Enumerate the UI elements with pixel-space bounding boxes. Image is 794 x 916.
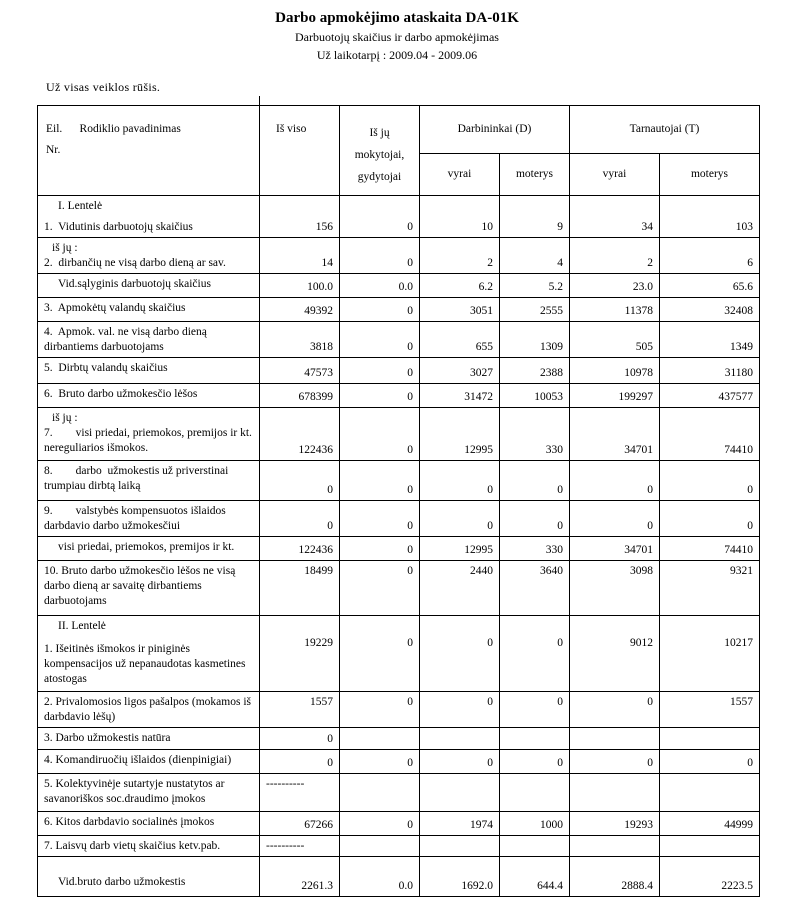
report-table	[37, 105, 760, 897]
table-row	[38, 238, 760, 274]
value-employees-men: 10978	[570, 358, 660, 384]
value-teachers: 0	[340, 692, 420, 728]
value-employees-women: 0	[660, 750, 760, 774]
indicator-cell	[38, 322, 260, 358]
value-employees-women: 1557	[660, 692, 760, 728]
value-teachers: 0	[340, 812, 420, 836]
value-teachers	[340, 728, 420, 750]
value-employees-men: 0	[570, 461, 660, 501]
value-employees-women: 9321	[660, 561, 760, 616]
value-workers-men: 1974	[420, 812, 500, 836]
indicator-name: 3. Apmokėtų valandų skaičius	[44, 302, 186, 314]
value-employees-men: 0	[570, 750, 660, 774]
value-employees-men: 2	[570, 238, 660, 274]
value-employees-men: 23.0	[570, 274, 660, 298]
value-employees-men: 199297	[570, 384, 660, 408]
indicator-cell	[38, 750, 260, 774]
value-employees-women: 0	[660, 461, 760, 501]
value-employees-men: 0	[570, 692, 660, 728]
value-workers-men: 12995	[420, 537, 500, 561]
report-period: Už laikotarpį : 2009.04 - 2009.06	[316, 48, 478, 62]
table-row	[38, 728, 760, 750]
value-workers-women: 4	[500, 238, 570, 274]
value-workers-women: 0	[500, 616, 570, 692]
value-workers-men: 2440	[420, 561, 500, 616]
value-workers-women: 644.4	[500, 857, 570, 897]
value-employees-women: 0	[660, 501, 760, 537]
value-teachers: 0	[340, 298, 420, 322]
indicator-name: Vid.sąlyginis darbuotojų skaičius	[58, 278, 211, 290]
table-row	[38, 358, 760, 384]
indicator-cell	[38, 408, 260, 461]
indicator-name: 1. Vidutinis darbuotojų skaičius	[44, 221, 193, 233]
eil-label: Eil.	[46, 123, 63, 135]
value-teachers: 0	[340, 616, 420, 692]
value-teachers: 0	[340, 750, 420, 774]
value-employees-men: 505	[570, 322, 660, 358]
value-teachers: 0	[340, 461, 420, 501]
indicator-name: visi priedai, priemokos, premijos ir kt.	[58, 541, 235, 553]
value-workers-men: 6.2	[420, 274, 500, 298]
value-employees-women: 74410	[660, 408, 760, 461]
value-teachers: 0	[340, 408, 420, 461]
indicator-name: 3. Darbo užmokestis natūra	[44, 732, 171, 744]
table-row	[38, 561, 760, 616]
value-workers-women: 9	[500, 196, 570, 238]
value-employees-men	[570, 728, 660, 750]
indicator-name: 6. Bruto darbo užmokesčio lėšos	[44, 388, 198, 400]
workers-men-header: vyrai	[420, 154, 500, 196]
value-teachers: 0.0	[340, 274, 420, 298]
value-teachers	[340, 774, 420, 812]
scope-label: Už visas veiklos rūšis.	[46, 80, 161, 94]
value-total: 49392	[260, 298, 340, 322]
value-total: 122436	[260, 408, 340, 461]
subgroup-label: iš jų :	[52, 242, 78, 254]
table-row	[38, 692, 760, 728]
value-total: 67266	[260, 812, 340, 836]
employees-men-header: vyrai	[570, 154, 660, 196]
value-employees-women: 10217	[660, 616, 760, 692]
indicator-cell	[38, 196, 260, 238]
indicator-cell	[38, 857, 260, 897]
value-employees-men: 19293	[570, 812, 660, 836]
value-workers-women: 3640	[500, 561, 570, 616]
indicator-name: 5. Dirbtų valandų skaičius	[44, 362, 168, 374]
value-employees-women	[660, 774, 760, 812]
table-row	[38, 408, 760, 461]
value-employees-women: 103	[660, 196, 760, 238]
value-employees-women: 74410	[660, 537, 760, 561]
value-teachers: 0	[340, 561, 420, 616]
value-total: 0	[260, 461, 340, 501]
value-workers-women: 330	[500, 537, 570, 561]
value-total: 1557	[260, 692, 340, 728]
value-total: 18499	[260, 561, 340, 616]
indicator-cell	[38, 616, 260, 692]
table-row	[38, 750, 760, 774]
indicator-name: 2. dirbančių ne visą darbo dieną ar sav.	[44, 257, 226, 269]
indicator-cell	[38, 298, 260, 322]
indicator-cell	[38, 812, 260, 836]
table-row	[38, 196, 760, 238]
indicator-name: 4. Komandiruočių išlaidos (dienpinigiai)	[44, 754, 232, 766]
value-employees-men: 34	[570, 196, 660, 238]
value-workers-men: 655	[420, 322, 500, 358]
value-workers-women: 0	[500, 750, 570, 774]
nr-label: Nr.	[46, 144, 61, 156]
indicator-cell	[38, 561, 260, 616]
indicator-cell	[38, 461, 260, 501]
value-total: 0	[260, 501, 340, 537]
table-row	[38, 616, 760, 692]
indicator-cell	[38, 274, 260, 298]
indicator-name: Vid.bruto darbo užmokestis	[58, 876, 186, 888]
value-total: 156	[260, 196, 340, 238]
value-workers-women: 1309	[500, 322, 570, 358]
value-total: 678399	[260, 384, 340, 408]
table-row	[38, 274, 760, 298]
indicator-name: 1. Išeitinės išmokos ir piniginės kompensacijos už nepanaudotas kasmetines atostogas	[44, 643, 249, 685]
indicator-name: 8. darbo užmokestis už priverstinai trumpiau dirbtą laiką	[44, 465, 232, 492]
indicator-cell	[38, 238, 260, 274]
table-row	[38, 384, 760, 408]
table-row	[38, 322, 760, 358]
value-workers-men: 2	[420, 238, 500, 274]
value-employees-women: 44999	[660, 812, 760, 836]
value-teachers: 0	[340, 358, 420, 384]
value-employees-men: 3098	[570, 561, 660, 616]
value-workers-men	[420, 728, 500, 750]
value-total: 47573	[260, 358, 340, 384]
value-total: 0	[260, 750, 340, 774]
value-employees-women: 1349	[660, 322, 760, 358]
value-teachers	[340, 836, 420, 857]
of-them-line3: gydytojai	[357, 171, 402, 183]
table-row	[38, 298, 760, 322]
value-workers-men: 0	[420, 616, 500, 692]
value-employees-men: 34701	[570, 537, 660, 561]
employees-women-header: moterys	[660, 154, 760, 196]
name-label: Rodiklio pavadinimas	[79, 123, 181, 135]
value-workers-men: 10	[420, 196, 500, 238]
value-workers-women: 2388	[500, 358, 570, 384]
value-employees-women: 2223.5	[660, 857, 760, 897]
table-row	[38, 537, 760, 561]
table-row	[38, 812, 760, 836]
value-total: 0	[260, 728, 340, 750]
indicator-name: 10. Bruto darbo užmokesčio lėšos ne visą darbo dieną ar savaitę dirbantiems darbuotojams	[44, 565, 239, 607]
value-total: ----------	[260, 774, 340, 812]
value-workers-men: 12995	[420, 408, 500, 461]
value-workers-women	[500, 836, 570, 857]
value-teachers: 0	[340, 537, 420, 561]
value-workers-women: 10053	[500, 384, 570, 408]
section-label: II. Lentelė	[58, 620, 106, 632]
value-employees-women: 31180	[660, 358, 760, 384]
report-subtitle: Darbuotojų skaičius ir darbo apmokėjimas	[295, 30, 499, 44]
indicator-name: 2. Privalomosios ligos pašalpos (mokamos iš darbdavio lėšų)	[44, 696, 254, 723]
value-workers-women: 330	[500, 408, 570, 461]
name-header	[38, 106, 260, 196]
value-teachers: 0.0	[340, 857, 420, 897]
section-label: I. Lentelė	[58, 200, 103, 212]
indicator-cell	[38, 358, 260, 384]
table-row	[38, 857, 760, 897]
value-employees-women: 437577	[660, 384, 760, 408]
value-workers-men	[420, 774, 500, 812]
value-workers-men: 0	[420, 501, 500, 537]
value-workers-women: 0	[500, 501, 570, 537]
table-row	[38, 461, 760, 501]
value-employees-men: 2888.4	[570, 857, 660, 897]
value-employees-men	[570, 836, 660, 857]
value-workers-men: 1692.0	[420, 857, 500, 897]
subgroup-label: iš jų :	[52, 412, 78, 424]
value-total: 100.0	[260, 274, 340, 298]
header-row-1	[38, 106, 760, 154]
value-workers-men: 0	[420, 750, 500, 774]
indicator-name: 9. valstybės kompensuotos išlaidos darbdavio darbo užmokesčiui	[44, 505, 229, 532]
table-row	[38, 836, 760, 857]
indicator-cell	[38, 728, 260, 750]
employees-header: Tarnautojai (T)	[570, 106, 760, 154]
value-employees-men: 0	[570, 501, 660, 537]
value-workers-women: 0	[500, 692, 570, 728]
value-employees-women	[660, 728, 760, 750]
indicator-name: 5. Kolektyvinėje sutartyje nustatytos ar savanoriškos soc.draudimo įmokos	[44, 778, 228, 805]
indicator-name: 4. Apmok. val. ne visą darbo dieną dirbantiems darbuotojams	[44, 326, 210, 353]
value-teachers: 0	[340, 196, 420, 238]
value-teachers: 0	[340, 322, 420, 358]
value-teachers: 0	[340, 501, 420, 537]
value-total: 19229	[260, 616, 340, 692]
workers-header: Darbininkai (D)	[420, 106, 570, 154]
value-total: 122436	[260, 537, 340, 561]
of-them-line2: mokytojai,	[354, 149, 405, 161]
indicator-cell	[38, 537, 260, 561]
value-employees-women: 65.6	[660, 274, 760, 298]
value-workers-men: 3051	[420, 298, 500, 322]
value-workers-men: 3027	[420, 358, 500, 384]
value-employees-men	[570, 774, 660, 812]
value-workers-women: 1000	[500, 812, 570, 836]
indicator-cell	[38, 384, 260, 408]
value-workers-women: 5.2	[500, 274, 570, 298]
value-employees-women	[660, 836, 760, 857]
value-employees-men: 9012	[570, 616, 660, 692]
value-teachers: 0	[340, 384, 420, 408]
indicator-name: 7. Laisvų darb vietų skaičius ketv.pab.	[44, 840, 221, 852]
value-total: ----------	[260, 836, 340, 857]
value-workers-men: 31472	[420, 384, 500, 408]
value-total: 14	[260, 238, 340, 274]
value-workers-women	[500, 774, 570, 812]
value-workers-men	[420, 836, 500, 857]
value-workers-men: 0	[420, 461, 500, 501]
value-teachers: 0	[340, 238, 420, 274]
value-employees-women: 6	[660, 238, 760, 274]
value-workers-women	[500, 728, 570, 750]
total-header: Iš viso	[260, 106, 340, 196]
workers-women-header: moterys	[500, 154, 570, 196]
indicator-name: 7. visi priedai, priemokos, premijos ir kt. nereguliarios išmokos.	[44, 427, 255, 454]
of-them-header	[340, 106, 420, 196]
value-workers-men: 0	[420, 692, 500, 728]
indicator-cell	[38, 836, 260, 857]
value-workers-women: 2555	[500, 298, 570, 322]
indicator-cell	[38, 692, 260, 728]
header-divider	[259, 96, 260, 105]
of-them-line1: Iš jų	[369, 127, 390, 139]
table-row	[38, 501, 760, 537]
value-total: 2261.3	[260, 857, 340, 897]
report-title: Darbo apmokėjimo ataskaita DA-01K	[275, 10, 519, 26]
value-workers-women: 0	[500, 461, 570, 501]
value-employees-women: 32408	[660, 298, 760, 322]
value-employees-men: 34701	[570, 408, 660, 461]
value-total: 3818	[260, 322, 340, 358]
indicator-cell	[38, 774, 260, 812]
value-employees-men: 11378	[570, 298, 660, 322]
indicator-name: 6. Kitos darbdavio socialinės įmokos	[44, 816, 215, 828]
table-row	[38, 774, 760, 812]
indicator-cell	[38, 501, 260, 537]
